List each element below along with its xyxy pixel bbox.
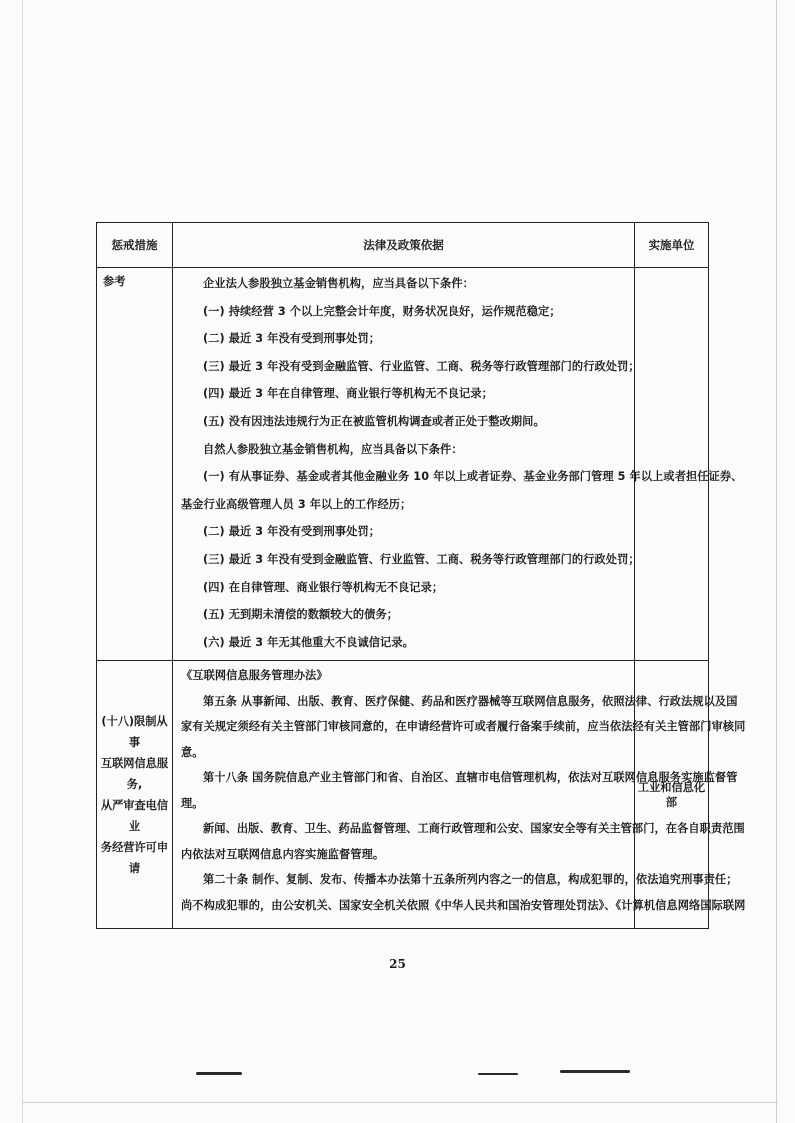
basis-line: 家有关规定须经有关主管部门审核同意的，在申请经营许可或者履行备案手续前，应当依法经有关主管部门审核同 (181, 720, 746, 734)
basis-line: 第二十条 制作、复制、发布、传播本办法第十五条所列内容之一的信息，构成犯罪的，依法追究刑事责任； (203, 873, 738, 887)
measure-line: (十八)限制从事 (101, 714, 168, 749)
table-row (97, 268, 709, 661)
regulation-table (96, 222, 746, 929)
basis-line: (六) 最近 3 年无其他重大不良诚信记录。 (203, 635, 414, 649)
scan-edge-left (22, 0, 23, 1123)
header-unit: 实施单位 (635, 223, 709, 268)
basis-line: 内依法对互联网信息内容实施监督管理。 (181, 847, 385, 861)
basis-line: (二) 最近 3 年没有受到刑事处罚； (203, 525, 381, 539)
row2-measure (97, 661, 173, 929)
page-number: 25 (389, 957, 406, 971)
measure-line: 务经营许可申请 (100, 840, 169, 875)
scan-smudge (196, 1072, 242, 1075)
row1-measure: 参考 (97, 268, 173, 661)
basis-line: (一) 有从事证券、基金或者其他金融业务 10 年以上或者证券、基金业务部门管理 5 年以上或者担任证券、 (203, 470, 743, 484)
law-title: 《互联网信息服务管理办法》 (181, 669, 328, 683)
measure-line: 从严审查电信业 (100, 798, 169, 833)
basis-line: (五) 没有因违法违规行为正在被监管机构调查或者正处于整改期间。 (203, 414, 545, 428)
basis-line: 第十八条 国务院信息产业主管部门和省、自治区、直辖市电信管理机构，依法对互联网信息服务实施监督管 (203, 771, 738, 785)
table-row (97, 661, 709, 929)
basis-line: 企业法人参股独立基金销售机构，应当具备以下条件： (203, 277, 474, 290)
basis-line: (二) 最近 3 年没有受到刑事处罚； (203, 332, 381, 346)
basis-line: (四) 在自律管理、商业银行等机构无不良记录； (203, 580, 444, 594)
table-header-row (97, 223, 709, 268)
header-measure: 惩戒措施 (97, 223, 173, 268)
header-basis: 法律及政策依据 (173, 223, 635, 268)
scan-edge-bottom (22, 1102, 778, 1103)
scan-smudge (478, 1073, 518, 1075)
basis-line: 新闻、出版、教育、卫生、药品监督管理、工商行政管理和公安、国家安全等有关主管部门，在各自职责范围 (203, 822, 745, 836)
basis-line: (一) 持续经营 3 个以上完整会计年度，财务状况良好，运作规范稳定； (203, 304, 561, 318)
row1-basis (173, 268, 743, 661)
scan-smudge (560, 1070, 630, 1073)
basis-line: (四) 最近 3 年在自律管理、商业银行等机构无不良记录； (203, 387, 493, 401)
basis-line: (三) 最近 3 年没有受到金融监管、行业监管、工商、税务等行政管理部门的行政处罚； (203, 359, 640, 373)
basis-line: 第五条 从事新闻、出版、教育、医疗保健、药品和医疗器械等互联网信息服务，依照法律、行政法规以及国 (203, 694, 738, 708)
measure-line: 互联网信息服务, (100, 756, 169, 791)
basis-line: 尚不构成犯罪的，由公安机关、国家安全机关依照《中华人民共和国治安管理处罚法》、《计算机信息网络国际联网 (181, 898, 746, 912)
basis-line: (三) 最近 3 年没有受到金融监管、行业监管、工商、税务等行政管理部门的行政处罚； (203, 552, 640, 566)
basis-line: 意。 (181, 745, 204, 759)
row2-unit: 工业和信息化部 (635, 661, 709, 929)
basis-line: 基金行业高级管理人员 3 年以上的工作经历； (181, 497, 412, 511)
scan-edge-right (776, 0, 777, 1123)
basis-line: (五) 无到期未清偿的数额较大的债务； (203, 608, 399, 622)
basis-line: 自然人参股独立基金销售机构，应当具备以下条件： (203, 442, 463, 456)
basis-line: 理。 (181, 796, 204, 810)
